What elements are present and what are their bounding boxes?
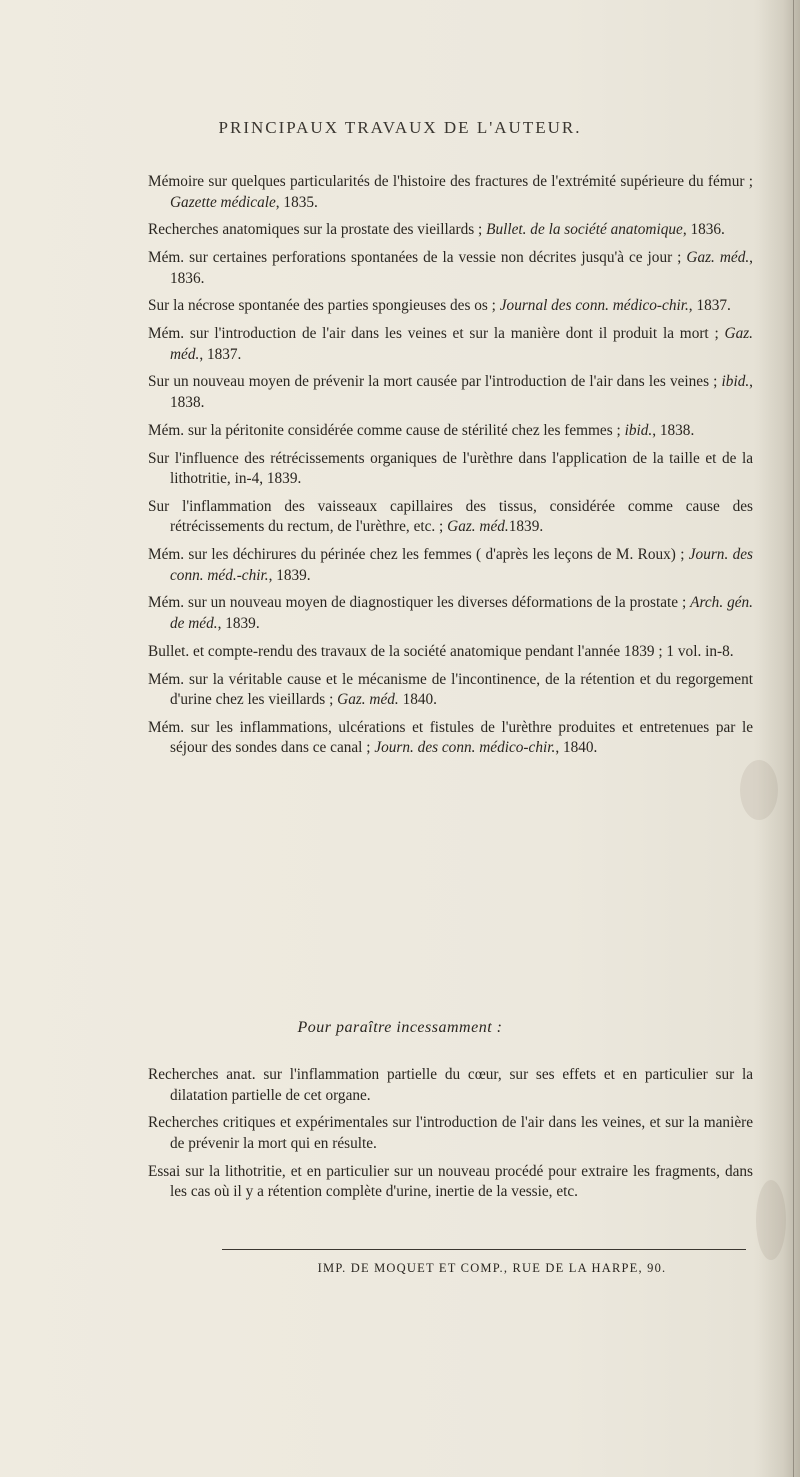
footer-rule [222,1249,746,1250]
publication-entry [148,497,753,538]
entry-text: Mém. sur les inflammations, ulcérations et fistules de l'urèthre produites et entretenues par le séjour des sondes dans ce canal ; [148,718,753,757]
entry-text: Mém. sur la véritable cause et le mécanisme de l'incontinence, de la rétention et du regorgement d'urine chez les vieillards ; [148,670,753,709]
upcoming-entry: Recherches anat. sur l'inflammation partielle du cœur, sur ses effets et en particulier sur la dilatation partielle de cet organe. [148,1066,753,1104]
entry-date: , 1836. [170,249,753,287]
entry-text: Mémoire sur quelques particularités de l'histoire des fractures de l'extrémité supérieure du fémur ; [148,173,753,190]
entry-source: ibid. [721,373,750,391]
entry-source: Journ. des conn. médico-chir. [374,739,556,757]
publication-entry [148,372,753,413]
entry-source: Journ. des conn. méd.-chir. [170,546,753,584]
entry-date: , 1839. [217,614,260,632]
page-stain [740,760,778,820]
publication-entry [148,296,753,317]
publication-entry [148,220,753,241]
entry-source: Bullet. de la société anatomique [486,221,683,239]
entry-date: , 1838. [170,373,753,411]
entry-text: Mém. sur un nouveau moyen de diagnostiquer les diverses déformations de la prostate ; [148,594,691,612]
upcoming-list [148,1065,753,1210]
entry-text: Bullet. et compte-rendu des travaux de la société anatomique pendant l'année 1839 ; 1 vol. in-8. [148,642,734,660]
entry-source: Gaz. méd. [686,249,750,267]
entry-date: , 1835. [275,193,318,211]
entry-text: Sur l'influence des rétrécissements organiques de l'urèthre dans l'application de la taille et de la lithotritie, in-4, 1839. [148,449,753,488]
publication-entry [148,670,753,711]
publication-entry [148,593,753,634]
entry-text: Sur un nouveau moyen de prévenir la mort causée par l'introduction de l'air dans les veines ; [148,373,722,391]
entry-text: Mém. sur certaines perforations spontanées de la vessie non décrites jusqu'à ce jour ; [148,249,687,267]
entry-source: Gaz. méd. [447,518,509,536]
entry-text: Sur la nécrose spontanée des parties spongieuses des os ; [148,297,500,315]
entry-date: 1840. [398,691,437,709]
running-head: PRINCIPAUX TRAVAUX DE L'AUTEUR. [218,118,582,137]
entry-text: Recherches anatomiques sur la prostate des vieillards ; [148,221,487,239]
page-edge-line [793,0,794,1477]
entry-date: 1839. [508,518,544,536]
publication-entry [148,545,753,586]
entry-date: , 1839. [268,566,311,584]
entry-date: , 1838. [652,421,695,439]
entry-date: , 1840. [555,739,598,757]
entry-source: Gazette médicale [170,193,276,211]
publication-entry [148,642,753,663]
upcoming-entry: Essai sur la lithotritie, et en particulier sur un nouveau procédé pour extraire les fragments, dans les cas où il y a rétention complète d'urine, inertie de la vessie, etc. [148,1162,753,1201]
publication-list [148,172,753,766]
entry-source: Arch. gén. de méd. [170,594,753,632]
entry-source: ibid. [624,421,653,439]
entry-date: , 1837. [199,345,242,363]
entry-text: Mém. sur les déchirures du périnée chez les femmes ( d'après les leçons de M. Roux) ; [148,546,689,564]
publication-entry [148,449,753,490]
section-heading: Pour paraître incessamment : [297,1019,503,1036]
publication-entry [148,248,753,289]
entry-text: Mém. sur l'introduction de l'air dans les veines et sur la manière dont il produit la mort ; [148,325,725,343]
publication-entry [148,718,753,759]
entry-source: Journal des conn. médico-chir. [499,297,689,315]
entry-source: Gaz. méd. [337,691,399,709]
printer-imprint: IMP. DE MOQUET ET COMP., RUE DE LA HARPE, 90. [317,1261,667,1275]
entry-date: , 1837. [688,297,731,315]
entry-source: Gaz. méd. [170,325,753,363]
entry-date: , 1836. [682,221,725,239]
upcoming-entry: Recherches critiques et expérimentales sur l'introduction de l'air dans les veines, et sur la manière de prévenir la mort qui en résulte. [148,1114,753,1152]
publication-entry [148,172,753,213]
entry-text: Sur l'inflammation des vaisseaux capillaires des tissus, considérée comme cause des rétrécissements du rectum, de l'urèthre, etc. ; [148,497,753,536]
publication-entry [148,421,753,442]
publication-entry [148,324,753,365]
page-stain [756,1180,786,1260]
entry-text: Mém. sur la péritonite considérée comme cause de stérilité chez les femmes ; [148,421,625,439]
